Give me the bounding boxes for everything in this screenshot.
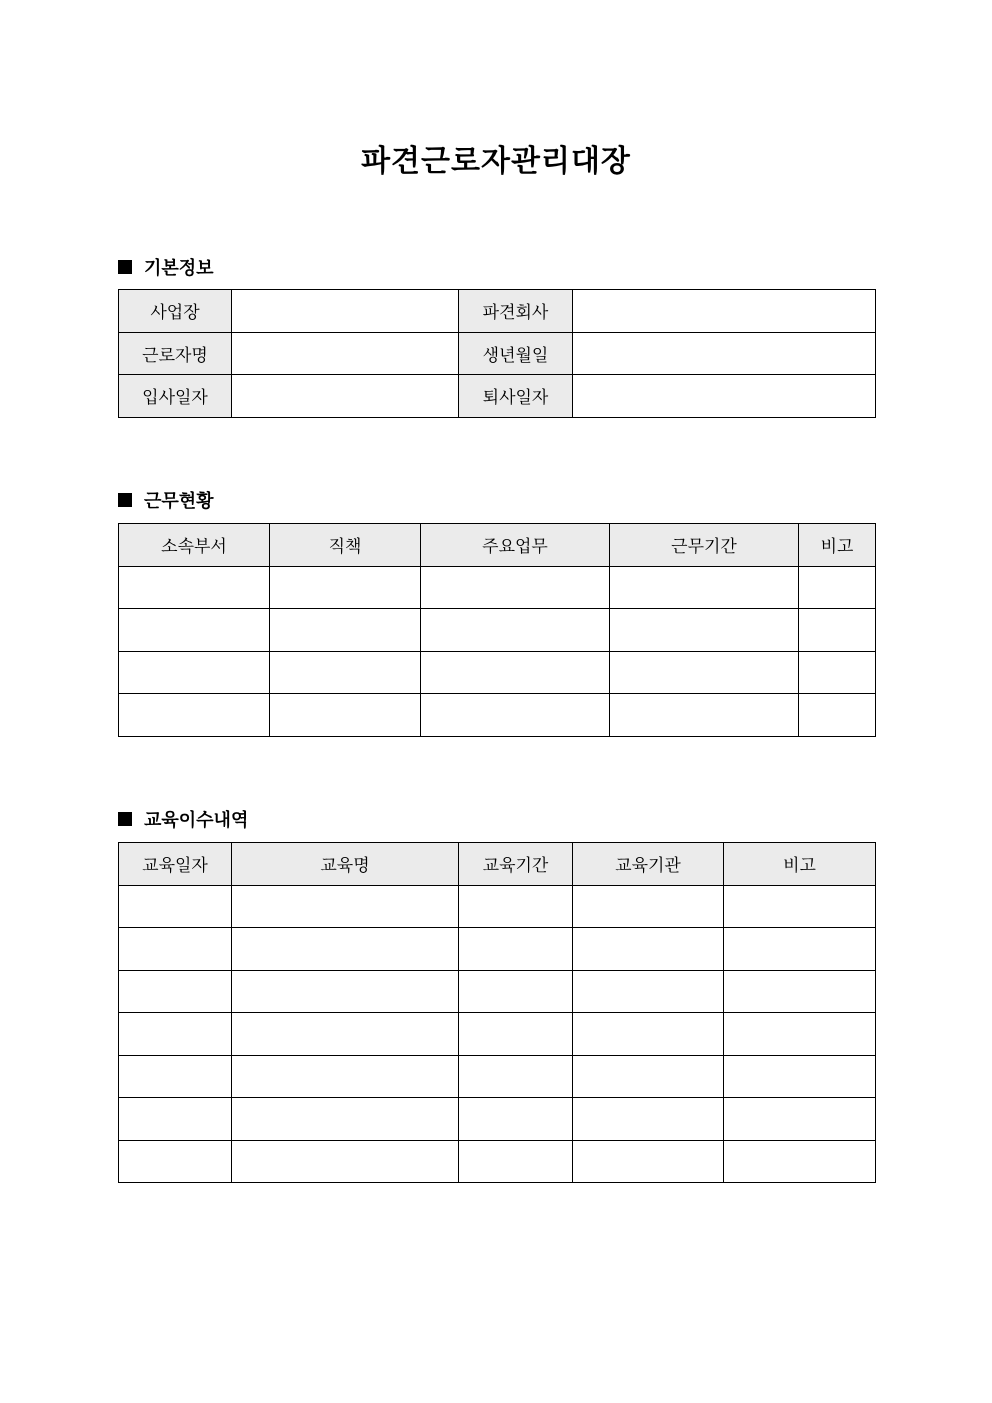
table-cell[interactable] bbox=[459, 885, 573, 928]
table-cell[interactable] bbox=[119, 566, 270, 609]
table-header-row bbox=[119, 524, 876, 567]
table-row bbox=[119, 651, 876, 694]
education-table bbox=[118, 842, 876, 1183]
column-header: 직책 bbox=[270, 524, 421, 567]
table-cell[interactable] bbox=[119, 1013, 232, 1056]
table-row bbox=[119, 1013, 876, 1056]
table-cell[interactable] bbox=[119, 1055, 232, 1098]
table-cell[interactable] bbox=[119, 651, 270, 694]
field-dispatch-company[interactable] bbox=[573, 290, 876, 333]
table-cell[interactable] bbox=[610, 651, 799, 694]
table-cell[interactable] bbox=[232, 885, 459, 928]
column-header: 소속부서 bbox=[119, 524, 270, 567]
section-heading-education bbox=[118, 806, 248, 832]
label-worker-name: 근로자명 bbox=[119, 332, 232, 375]
column-header: 비고 bbox=[724, 843, 876, 886]
column-header: 비고 bbox=[799, 524, 876, 567]
table-header-row bbox=[119, 843, 876, 886]
section-heading-basic-info bbox=[118, 254, 214, 280]
table-cell[interactable] bbox=[724, 1055, 876, 1098]
table-cell[interactable] bbox=[270, 609, 421, 652]
field-leave-date[interactable] bbox=[573, 375, 876, 418]
field-hire-date[interactable] bbox=[232, 375, 459, 418]
table-cell[interactable] bbox=[421, 566, 610, 609]
table-cell[interactable] bbox=[799, 566, 876, 609]
table-cell[interactable] bbox=[119, 928, 232, 971]
table-row bbox=[119, 694, 876, 737]
label-workplace: 사업장 bbox=[119, 290, 232, 333]
table-cell[interactable] bbox=[459, 1013, 573, 1056]
column-header: 교육일자 bbox=[119, 843, 232, 886]
table-cell[interactable] bbox=[459, 928, 573, 971]
column-header: 근무기간 bbox=[610, 524, 799, 567]
section-heading-label: 근무현황 bbox=[144, 491, 214, 512]
table-cell[interactable] bbox=[232, 1098, 459, 1141]
field-birth-date[interactable] bbox=[573, 332, 876, 375]
label-dispatch-company: 파견회사 bbox=[459, 290, 573, 333]
table-cell[interactable] bbox=[119, 694, 270, 737]
work-status-table bbox=[118, 523, 876, 737]
table-row bbox=[119, 609, 876, 652]
table-cell[interactable] bbox=[573, 1140, 724, 1183]
table-cell[interactable] bbox=[232, 1013, 459, 1056]
table-cell[interactable] bbox=[421, 609, 610, 652]
table-cell[interactable] bbox=[724, 885, 876, 928]
table-cell[interactable] bbox=[421, 651, 610, 694]
table-cell[interactable] bbox=[459, 1098, 573, 1141]
section-heading-work-status bbox=[118, 487, 214, 513]
table-row bbox=[119, 1140, 876, 1183]
label-leave-date: 퇴사일자 bbox=[459, 375, 573, 418]
table-cell[interactable] bbox=[610, 566, 799, 609]
table-row bbox=[119, 1055, 876, 1098]
table-cell[interactable] bbox=[119, 609, 270, 652]
column-header: 교육기관 bbox=[573, 843, 724, 886]
table-cell[interactable] bbox=[610, 609, 799, 652]
table-row bbox=[119, 928, 876, 971]
table-row bbox=[119, 1098, 876, 1141]
basic-info-table bbox=[118, 289, 876, 418]
table-cell[interactable] bbox=[459, 1140, 573, 1183]
table-row bbox=[119, 566, 876, 609]
table-row bbox=[119, 290, 876, 333]
column-header: 교육기간 bbox=[459, 843, 573, 886]
square-bullet-icon bbox=[118, 260, 132, 274]
table-cell[interactable] bbox=[573, 1098, 724, 1141]
table-cell[interactable] bbox=[119, 1098, 232, 1141]
square-bullet-icon bbox=[118, 493, 132, 507]
table-cell[interactable] bbox=[724, 928, 876, 971]
column-header: 교육명 bbox=[232, 843, 459, 886]
table-cell[interactable] bbox=[119, 885, 232, 928]
section-heading-label: 교육이수내역 bbox=[144, 810, 249, 831]
label-birth-date: 생년월일 bbox=[459, 332, 573, 375]
table-cell[interactable] bbox=[799, 609, 876, 652]
table-cell[interactable] bbox=[573, 970, 724, 1013]
table-cell[interactable] bbox=[232, 1140, 459, 1183]
table-row bbox=[119, 885, 876, 928]
table-cell[interactable] bbox=[270, 651, 421, 694]
column-header: 주요업무 bbox=[421, 524, 610, 567]
table-cell[interactable] bbox=[232, 1055, 459, 1098]
table-cell[interactable] bbox=[119, 970, 232, 1013]
table-cell[interactable] bbox=[573, 885, 724, 928]
table-cell[interactable] bbox=[724, 1098, 876, 1141]
page-title: 파견근로자관리대장 bbox=[361, 144, 631, 179]
table-cell[interactable] bbox=[459, 1055, 573, 1098]
table-cell[interactable] bbox=[799, 694, 876, 737]
table-cell[interactable] bbox=[573, 928, 724, 971]
table-cell[interactable] bbox=[232, 970, 459, 1013]
table-cell[interactable] bbox=[119, 1140, 232, 1183]
table-cell[interactable] bbox=[724, 1013, 876, 1056]
field-workplace[interactable] bbox=[232, 290, 459, 333]
table-cell[interactable] bbox=[270, 694, 421, 737]
square-bullet-icon bbox=[118, 812, 132, 826]
table-row bbox=[119, 332, 876, 375]
section-heading-label: 기본정보 bbox=[144, 258, 214, 279]
field-worker-name[interactable] bbox=[232, 332, 459, 375]
table-cell[interactable] bbox=[799, 651, 876, 694]
table-cell[interactable] bbox=[610, 694, 799, 737]
table-cell[interactable] bbox=[459, 970, 573, 1013]
table-cell[interactable] bbox=[421, 694, 610, 737]
table-cell[interactable] bbox=[270, 566, 421, 609]
table-row bbox=[119, 970, 876, 1013]
label-hire-date: 입사일자 bbox=[119, 375, 232, 418]
table-cell[interactable] bbox=[573, 1055, 724, 1098]
table-cell[interactable] bbox=[573, 1013, 724, 1056]
table-cell[interactable] bbox=[232, 928, 459, 971]
table-cell[interactable] bbox=[724, 1140, 876, 1183]
table-cell[interactable] bbox=[724, 970, 876, 1013]
table-row bbox=[119, 375, 876, 418]
